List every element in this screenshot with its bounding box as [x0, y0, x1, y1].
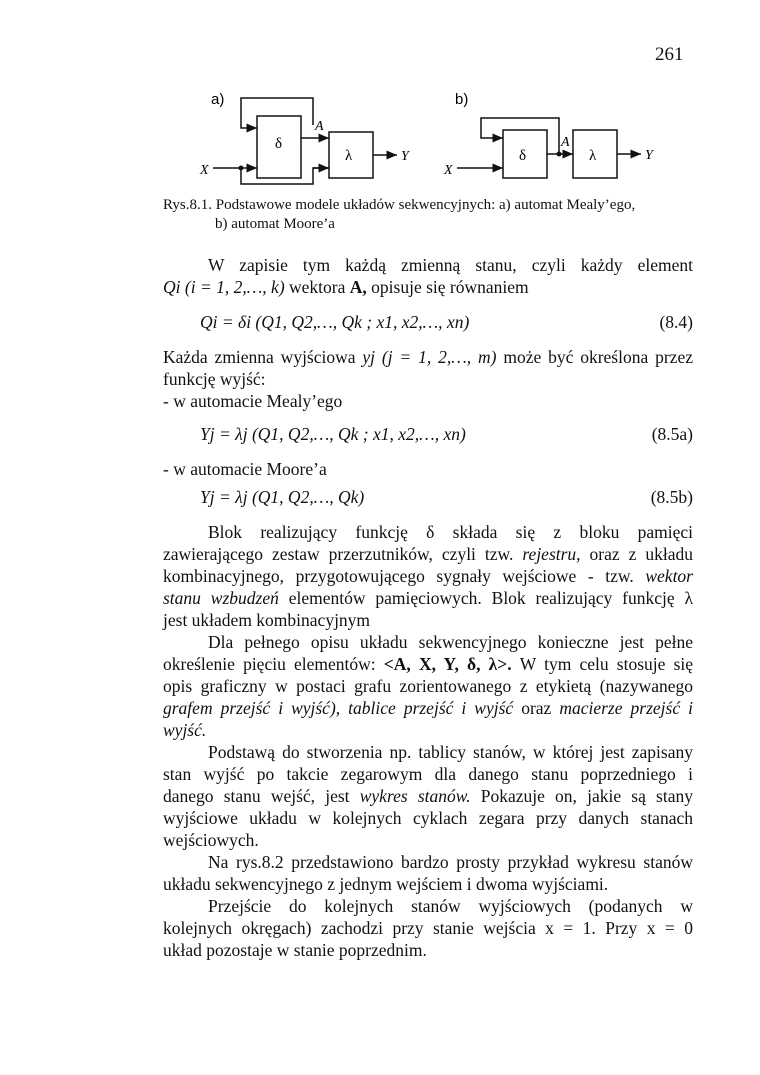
signal-X-b: X: [444, 163, 453, 178]
moore-line: [163, 458, 693, 480]
p2-line-2: funkcję wyjść:: [163, 369, 266, 389]
eq-8-5a-number: (8.5a): [651, 424, 693, 444]
lambda-symbol-b: λ: [589, 148, 597, 164]
paragraph-1: [163, 254, 693, 298]
caption-line-2: b) automat Moore’a: [215, 216, 335, 232]
p2-line-3: - w automacie Mealy’ego: [163, 391, 343, 411]
caption-line-1: Rys.8.1. Podstawowe modele układów sekwencyjnych: a) automat Mealy’ego,: [163, 197, 636, 213]
moore-diagram: [457, 118, 641, 178]
figure-caption: [163, 196, 693, 234]
eq-8-5b-number: (8.5b): [650, 487, 693, 507]
eq-8-5a-formula: Yj = λj (Q1, Q2,…, Qk ; x1, x2,…, xn): [200, 424, 466, 444]
p6-line-1: Na rys.8.2 przedstawiono bardzo prosty przykład wykresu stanów: [208, 852, 693, 872]
label-b: b): [455, 91, 469, 108]
signal-A-a: A: [315, 119, 324, 134]
p7-line-1: Przejście do kolejnych stanów wyjściowych (podanych w: [208, 896, 693, 916]
signal-X-a: X: [200, 163, 209, 178]
signal-A-b: A: [561, 135, 570, 150]
p4-line-3: opis graficzny w postaci grafu zorientowanego z etykietą (nazywanego: [163, 676, 693, 696]
paragraph-6: [163, 851, 693, 895]
p2-line-1: Każda zmienna wyjściowa yj (j = 1, 2,…, m) może być określona przez: [163, 347, 693, 367]
delta-symbol-a: δ: [275, 136, 283, 152]
p3-line-1: Blok realizujący funkcję δ składa się z bloku pamięci: [208, 522, 693, 542]
p1-line-1: W zapisie tym każdą zmienną stanu, czyli każdy element: [208, 255, 693, 275]
p4-line-1: Dla pełnego opisu układu sekwencyjnego konieczne jest pełne: [208, 632, 693, 652]
p1-line-2: Qi (i = 1, 2,…, k) wektora A, opisuje się równaniem: [163, 277, 529, 297]
lambda-symbol-a: λ: [345, 148, 353, 164]
equation-8-4: [200, 312, 693, 333]
p6-line-2: układu sekwencyjnego z jednym wejściem i dwoma wyjściami.: [163, 874, 609, 894]
delta-symbol-b: δ: [519, 148, 527, 164]
equation-8-5a: [200, 424, 693, 445]
mealy-diagram: [213, 98, 397, 184]
p5-line-3: danego stanu wejść, jest wykres stanów. Pokazuje on, jakie są stany: [163, 786, 694, 806]
p5-line-5: wejściowych.: [163, 830, 259, 850]
p5-line-4: wyjściowe układu w kolejnych cyklach zegara przy danych stanach: [163, 808, 693, 828]
eq-8-4-number: (8.4): [659, 312, 693, 332]
moore-text: - w automacie Moore’a: [163, 459, 327, 479]
block-diagrams: [195, 88, 675, 188]
signal-Y-b: Y: [645, 148, 653, 163]
figure-8-1: [195, 88, 675, 188]
p3-line-4: stanu wzbudzeń elementów pamięciowych. Blok realizujący funkcję λ: [163, 588, 693, 608]
p4-line-2: określenie pięciu elementów: <A, X, Y, δ, λ>. W tym celu stosuje się: [163, 654, 694, 674]
p5-line-2: stan wyjść po takcie zegarowym dla danego stanu poprzedniego i: [163, 764, 693, 784]
paragraph-4: [163, 631, 693, 741]
paragraph-2: [163, 346, 693, 412]
signal-Y-a: Y: [401, 149, 409, 164]
eq-8-4-formula: Qi = δi (Q1, Q2,…, Qk ; x1, x2,…, xn): [200, 312, 470, 332]
paragraph-3: [163, 521, 693, 631]
page-number: 261: [655, 44, 684, 65]
paragraph-5: [163, 741, 693, 851]
p4-line-5: wyjść.: [163, 720, 207, 740]
p3-line-3: kombinacyjnego, przygotowującego sygnały wejściowe - tzw. wektor: [163, 566, 693, 586]
p5-line-1: Podstawą do stworzenia np. tablicy stanów, w której jest zapisany: [208, 742, 693, 762]
label-a: a): [211, 91, 225, 108]
p3-line-2: zawierającego zestaw przerzutników, czyli tzw. rejestru, oraz z układu: [163, 544, 694, 564]
paragraph-7: [163, 895, 693, 961]
eq-8-5b-formula: Yj = λj (Q1, Q2,…, Qk): [200, 487, 365, 507]
p7-line-2: kolejnych okręgach) zachodzi przy stanie wejścia x = 1. Przy x = 0: [163, 918, 693, 938]
p3-line-5: jest układem kombinacyjnym: [163, 610, 371, 630]
p7-line-3: układ pozostaje w stanie poprzednim.: [163, 940, 427, 960]
p4-line-4: grafem przejść i wyjść), tablice przejść i wyjść oraz macierze przejść i: [163, 698, 693, 718]
equation-8-5b: [200, 487, 693, 508]
